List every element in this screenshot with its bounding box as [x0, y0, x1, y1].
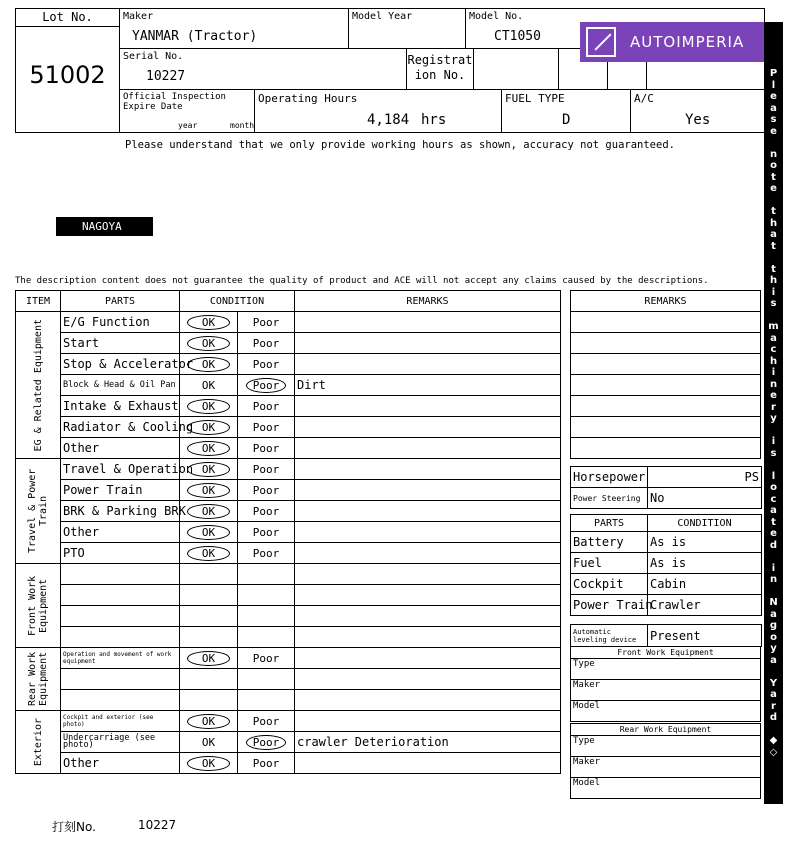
poor-mark: Poor	[252, 714, 280, 728]
side-note-char: h	[769, 275, 778, 286]
table-row	[16, 417, 561, 438]
side-note-char: t	[771, 240, 776, 252]
part-cell: Start	[61, 333, 180, 354]
side-note-char: l	[771, 79, 776, 91]
inspection-label-2: Expire Date	[123, 102, 183, 112]
ok-cell	[180, 501, 238, 522]
front-work-table	[570, 646, 761, 722]
auto-leveling-value: Present	[648, 625, 762, 647]
remark-cell	[295, 480, 561, 501]
side-note-char	[764, 551, 783, 563]
poor-cell	[238, 564, 295, 585]
remark-cell	[295, 333, 561, 354]
poor-cell	[238, 648, 295, 669]
year-label: year	[178, 121, 198, 130]
side-note-char: t	[771, 516, 776, 528]
ok-cell	[180, 669, 238, 690]
table-row	[16, 564, 561, 585]
poor-cell	[238, 606, 295, 627]
table-row	[16, 606, 561, 627]
side-note-char: l	[771, 470, 776, 482]
part-cell: Travel & Operation	[61, 459, 180, 480]
front-model-label: Model	[571, 701, 761, 722]
poor-mark: Poor	[252, 336, 280, 350]
fuel-type-value: D	[562, 112, 571, 128]
rear-work-header: Rear Work Equipment	[571, 724, 761, 736]
poor-cell	[238, 543, 295, 564]
poor-mark: Poor	[252, 399, 280, 413]
ok-cell	[180, 711, 238, 732]
side-note-char: o	[770, 482, 777, 493]
ok-mark: OK	[187, 504, 230, 519]
power-train-value: Crawler	[648, 595, 762, 616]
horsepower-label: Horsepower	[571, 467, 648, 488]
remark-cell	[295, 522, 561, 543]
table-row	[16, 585, 561, 606]
remark-cell	[295, 690, 561, 711]
ok-mark: OK	[187, 651, 230, 666]
ok-mark: OK	[187, 525, 230, 540]
location-badge: NAGOYA	[56, 217, 153, 236]
table-row	[16, 753, 561, 774]
remark-cell	[295, 312, 561, 333]
item-group-label: Travel & Power Train	[27, 468, 49, 554]
ok-cell	[180, 438, 238, 459]
col-remarks: REMARKS	[295, 291, 561, 312]
ok-mark: OK	[187, 315, 230, 330]
item-group-label: Front Work Equipment	[27, 575, 49, 636]
ok-mark: OK	[187, 546, 230, 561]
part-cell: Cockpit and exterior (see photo)	[61, 711, 180, 732]
ok-cell	[180, 543, 238, 564]
col-item: ITEM	[16, 291, 61, 312]
poor-cell	[238, 396, 295, 417]
side-note-char: h	[769, 355, 778, 367]
side-note-char: a	[770, 608, 777, 620]
part-cell: Other	[61, 438, 180, 459]
lot-no: 51002	[29, 61, 106, 89]
side-note-char: d	[769, 539, 778, 551]
poor-cell	[238, 711, 295, 732]
poor-mark: Poor	[252, 651, 280, 665]
right-remark-row	[571, 396, 761, 417]
poor-cell	[238, 312, 295, 333]
poor-mark: Poor	[252, 420, 280, 434]
ok-cell	[180, 627, 238, 648]
side-note-char: s	[770, 447, 777, 459]
side-note-char: e	[770, 390, 777, 401]
side-note-char	[764, 195, 783, 207]
right-remarks-table	[570, 290, 761, 459]
battery-label: Battery	[571, 532, 648, 553]
logo-text: AUTOIMPERIA	[630, 33, 745, 51]
right-remark-row	[571, 333, 761, 354]
remark-cell	[295, 438, 561, 459]
side-note-char: e	[770, 125, 777, 137]
remark-cell	[295, 354, 561, 375]
side-note-char: a	[770, 332, 777, 344]
poor-cell	[238, 585, 295, 606]
poor-mark: Poor	[252, 357, 280, 371]
ok-cell	[180, 522, 238, 543]
side-note-char: o	[770, 631, 777, 643]
lot-box	[15, 8, 120, 133]
poor-cell	[238, 459, 295, 480]
remark-cell	[295, 606, 561, 627]
remark-cell: crawler Deterioration	[295, 732, 561, 753]
remark-cell	[295, 417, 561, 438]
table-row	[16, 543, 561, 564]
ac-label: A/C	[634, 92, 654, 105]
side-note-char: n	[769, 378, 778, 390]
side-note-char: c	[770, 344, 777, 355]
part-cell: Other	[61, 753, 180, 774]
model-year-cell	[348, 8, 466, 49]
inspection-cell	[119, 89, 255, 133]
poor-cell	[238, 522, 295, 543]
rear-work-table	[570, 723, 761, 799]
remark-cell	[295, 753, 561, 774]
auto-leveling-label: Automatic leveling device	[571, 625, 648, 647]
side-note-char: i	[771, 436, 776, 447]
col-parts: PARTS	[61, 291, 180, 312]
side-note-char	[764, 310, 783, 322]
table-row	[16, 375, 561, 396]
poor-mark: Poor	[252, 315, 280, 329]
cockpit-value: Cabin	[648, 574, 762, 595]
ok-cell	[180, 333, 238, 354]
part-cell	[61, 585, 180, 606]
disclaimer: The description content does not guarantee the quality of product and ACE will not accept any claims caused by the descriptions.	[15, 276, 709, 286]
item-group-label: EG & Related Equipment	[32, 318, 44, 452]
part-cell: Power Train	[61, 480, 180, 501]
side-note-char	[764, 724, 783, 736]
model-no-value: CT1050	[494, 29, 541, 44]
parts-condition-table	[570, 514, 762, 616]
ok-cell	[180, 375, 238, 396]
poor-mark: Poor	[252, 483, 280, 497]
ok-cell	[180, 480, 238, 501]
ok-mark: OK	[187, 483, 230, 498]
stamp-no: 10227	[138, 818, 177, 832]
table-row	[16, 690, 561, 711]
remark-cell	[295, 669, 561, 690]
ac-cell	[630, 89, 765, 133]
ok-cell	[180, 396, 238, 417]
parts-header: PARTS	[571, 515, 648, 532]
side-note-char: t	[771, 206, 776, 217]
poor-cell	[238, 438, 295, 459]
ok-mark: OK	[201, 378, 216, 392]
table-row	[16, 648, 561, 669]
item-group-cell	[16, 312, 61, 459]
side-note-char: Y	[769, 677, 778, 689]
side-note-char: a	[770, 229, 777, 240]
remark-cell	[295, 564, 561, 585]
maker-cell	[119, 8, 349, 49]
side-note-char	[764, 425, 783, 437]
power-steering-value: No	[648, 488, 762, 509]
side-note-char: a	[770, 654, 777, 666]
part-cell: BRK & Parking BRK	[61, 501, 180, 522]
poor-cell	[238, 375, 295, 396]
inspection-table	[15, 290, 561, 774]
side-note-char: s	[770, 298, 777, 309]
fuel-label: Fuel	[571, 553, 648, 574]
poor-mark: Poor	[252, 462, 280, 476]
part-cell	[61, 627, 180, 648]
part-cell: Undercarriage (see photo)	[61, 732, 180, 753]
table-row	[16, 438, 561, 459]
item-group-cell	[16, 648, 61, 711]
right-remarks-header: REMARKS	[571, 291, 761, 312]
table-row	[16, 522, 561, 543]
table-row	[16, 501, 561, 522]
side-note-char: r	[771, 700, 776, 712]
side-note-char: N	[769, 597, 778, 608]
side-note-char: a	[770, 102, 777, 114]
side-note-char: o	[770, 160, 777, 171]
side-note-char: t	[771, 171, 776, 183]
remark-cell	[295, 711, 561, 732]
side-note-char: a	[770, 505, 777, 516]
right-remark-row	[571, 375, 761, 396]
poor-cell	[238, 333, 295, 354]
side-note-char: e	[770, 528, 777, 539]
remark-cell: Dirt	[295, 375, 561, 396]
front-work-header: Front Work Equipment	[571, 647, 761, 659]
stamp-label: 打刻No.	[52, 820, 96, 834]
condition-header: CONDITION	[648, 515, 762, 532]
table-row	[16, 711, 561, 732]
remark-cell	[295, 648, 561, 669]
side-note-char: ◆	[769, 735, 778, 746]
side-note-char: d	[769, 712, 778, 723]
side-note-char: c	[770, 493, 777, 505]
table-row	[16, 333, 561, 354]
side-note-char	[764, 666, 783, 678]
part-cell	[61, 564, 180, 585]
right-remark-row	[571, 354, 761, 375]
remark-cell	[295, 501, 561, 522]
reg-box-1	[473, 48, 559, 90]
ok-cell	[180, 312, 238, 333]
fuel-value: As is	[648, 553, 762, 574]
side-note-char: i	[771, 286, 776, 298]
table-row	[16, 396, 561, 417]
poor-cell	[238, 690, 295, 711]
operating-hours-label: Operating Hours	[258, 92, 358, 105]
month-label: month	[230, 121, 255, 130]
ok-cell	[180, 354, 238, 375]
rear-maker-label: Maker	[571, 757, 761, 778]
poor-mark: Poor	[252, 525, 280, 539]
ok-mark: OK	[201, 735, 216, 749]
table-row	[16, 732, 561, 753]
poor-mark: Poor	[252, 441, 280, 455]
part-cell: Intake & Exhaust	[61, 396, 180, 417]
side-note-char: g	[769, 620, 778, 631]
operating-hours-value: 4,184	[367, 112, 410, 128]
hours-unit: hrs	[421, 112, 447, 128]
side-note-char: r	[771, 401, 776, 413]
table-row	[16, 480, 561, 501]
serial-label: Serial No.	[123, 51, 184, 62]
ok-mark: OK	[187, 441, 230, 456]
table-row	[16, 459, 561, 480]
maker-value: YANMAR (Tractor)	[132, 29, 258, 44]
ok-cell	[180, 690, 238, 711]
horsepower-unit: PS	[648, 467, 762, 488]
poor-cell	[238, 732, 295, 753]
table-header-row	[16, 291, 561, 312]
part-cell: Other	[61, 522, 180, 543]
side-note-char: t	[771, 263, 776, 275]
maker-label: Maker	[123, 11, 154, 22]
side-note-char: i	[771, 562, 776, 574]
ok-mark: OK	[187, 462, 230, 477]
ok-cell	[180, 606, 238, 627]
lot-no-label: Lot No.	[16, 9, 119, 27]
side-note-char: n	[769, 574, 778, 585]
poor-cell	[238, 669, 295, 690]
power-steering-label: Power Steering	[571, 488, 648, 509]
ok-mark: OK	[187, 336, 230, 351]
poor-cell	[238, 627, 295, 648]
inspection-label-1: Official Inspection	[123, 92, 226, 102]
side-note-char: y	[770, 413, 777, 424]
logo-mark-icon	[586, 27, 616, 57]
fuel-type-cell	[501, 89, 631, 133]
rear-model-label: Model	[571, 778, 761, 799]
col-condition: CONDITION	[180, 291, 295, 312]
item-group-cell	[16, 459, 61, 564]
ok-cell	[180, 417, 238, 438]
part-cell	[61, 669, 180, 690]
poor-cell	[238, 753, 295, 774]
ok-mark: OK	[187, 714, 230, 729]
side-note-char: e	[770, 91, 777, 102]
side-note-char: h	[769, 217, 778, 229]
remark-cell	[295, 543, 561, 564]
part-cell	[61, 606, 180, 627]
item-group-label: Exterior	[32, 717, 44, 767]
hours-notice: Please understand that we only provide working hours as shown, accuracy not guaranteed.	[125, 139, 675, 151]
table-row	[16, 312, 561, 333]
poor-cell	[238, 480, 295, 501]
power-train-label: Power Train	[571, 595, 648, 616]
poor-cell	[238, 354, 295, 375]
ok-mark: OK	[187, 357, 230, 372]
part-cell: PTO	[61, 543, 180, 564]
front-maker-label: Maker	[571, 680, 761, 701]
table-row	[16, 354, 561, 375]
part-cell: E/G Function	[61, 312, 180, 333]
horsepower-table	[570, 466, 762, 509]
right-remark-row	[571, 312, 761, 333]
serial-cell	[119, 48, 407, 90]
ok-mark: OK	[187, 756, 230, 771]
item-group-label: Rear Work Equipment	[27, 651, 49, 707]
side-note-char: n	[769, 148, 778, 160]
poor-cell	[238, 501, 295, 522]
table-row	[16, 627, 561, 648]
side-note-char: i	[771, 367, 776, 378]
ok-cell	[180, 732, 238, 753]
side-note-char: s	[770, 114, 777, 125]
side-note-char	[764, 586, 783, 598]
side-note	[764, 22, 783, 804]
operating-hours-cell	[254, 89, 502, 133]
part-cell: Radiator & Cooling	[61, 417, 180, 438]
front-type-label: Type	[571, 659, 761, 680]
part-cell	[61, 690, 180, 711]
part-cell: Block & Head & Oil Pan	[61, 375, 180, 396]
auto-leveling-table	[570, 624, 762, 647]
part-cell: Operation and movement of work equipment	[61, 648, 180, 669]
ok-cell	[180, 753, 238, 774]
side-note-char: a	[770, 689, 777, 700]
item-group-cell	[16, 564, 61, 648]
ok-cell	[180, 648, 238, 669]
poor-mark: Poor	[246, 378, 287, 393]
poor-mark: Poor	[252, 504, 280, 518]
item-group-cell	[16, 711, 61, 774]
rear-type-label: Type	[571, 736, 761, 757]
side-note-char	[764, 459, 783, 471]
fuel-type-label: FUEL TYPE	[505, 92, 565, 105]
right-remark-row	[571, 438, 761, 459]
ok-cell	[180, 564, 238, 585]
model-no-label: Model No.	[469, 11, 524, 22]
registration-label-cell	[406, 48, 474, 90]
side-note-char: y	[770, 643, 777, 654]
registration-label-2: ion No.	[414, 68, 466, 82]
poor-mark: Poor	[246, 735, 287, 750]
table-row	[16, 669, 561, 690]
side-note-char: m	[768, 321, 779, 332]
poor-mark: Poor	[252, 546, 280, 560]
part-cell: Stop & Accelerator	[61, 354, 180, 375]
remark-cell	[295, 627, 561, 648]
serial-value: 10227	[146, 69, 186, 84]
model-year-label: Model Year	[352, 11, 413, 22]
ok-mark: OK	[187, 399, 230, 414]
side-note-char: P	[769, 68, 778, 79]
remark-cell	[295, 585, 561, 606]
side-note-char: e	[770, 183, 777, 194]
autoimperia-logo	[580, 22, 780, 62]
remark-cell	[295, 396, 561, 417]
ok-cell	[180, 585, 238, 606]
battery-value: As is	[648, 532, 762, 553]
side-note-char	[764, 252, 783, 264]
poor-cell	[238, 417, 295, 438]
ok-cell	[180, 459, 238, 480]
remark-cell	[295, 459, 561, 480]
ok-mark: OK	[187, 420, 230, 435]
ac-value: Yes	[685, 112, 711, 128]
poor-mark: Poor	[252, 756, 280, 770]
side-note-char	[764, 137, 783, 149]
registration-label-1: Registrat	[407, 53, 473, 67]
side-note-char: ◇	[769, 746, 778, 758]
right-remark-row	[571, 417, 761, 438]
cockpit-label: Cockpit	[571, 574, 648, 595]
